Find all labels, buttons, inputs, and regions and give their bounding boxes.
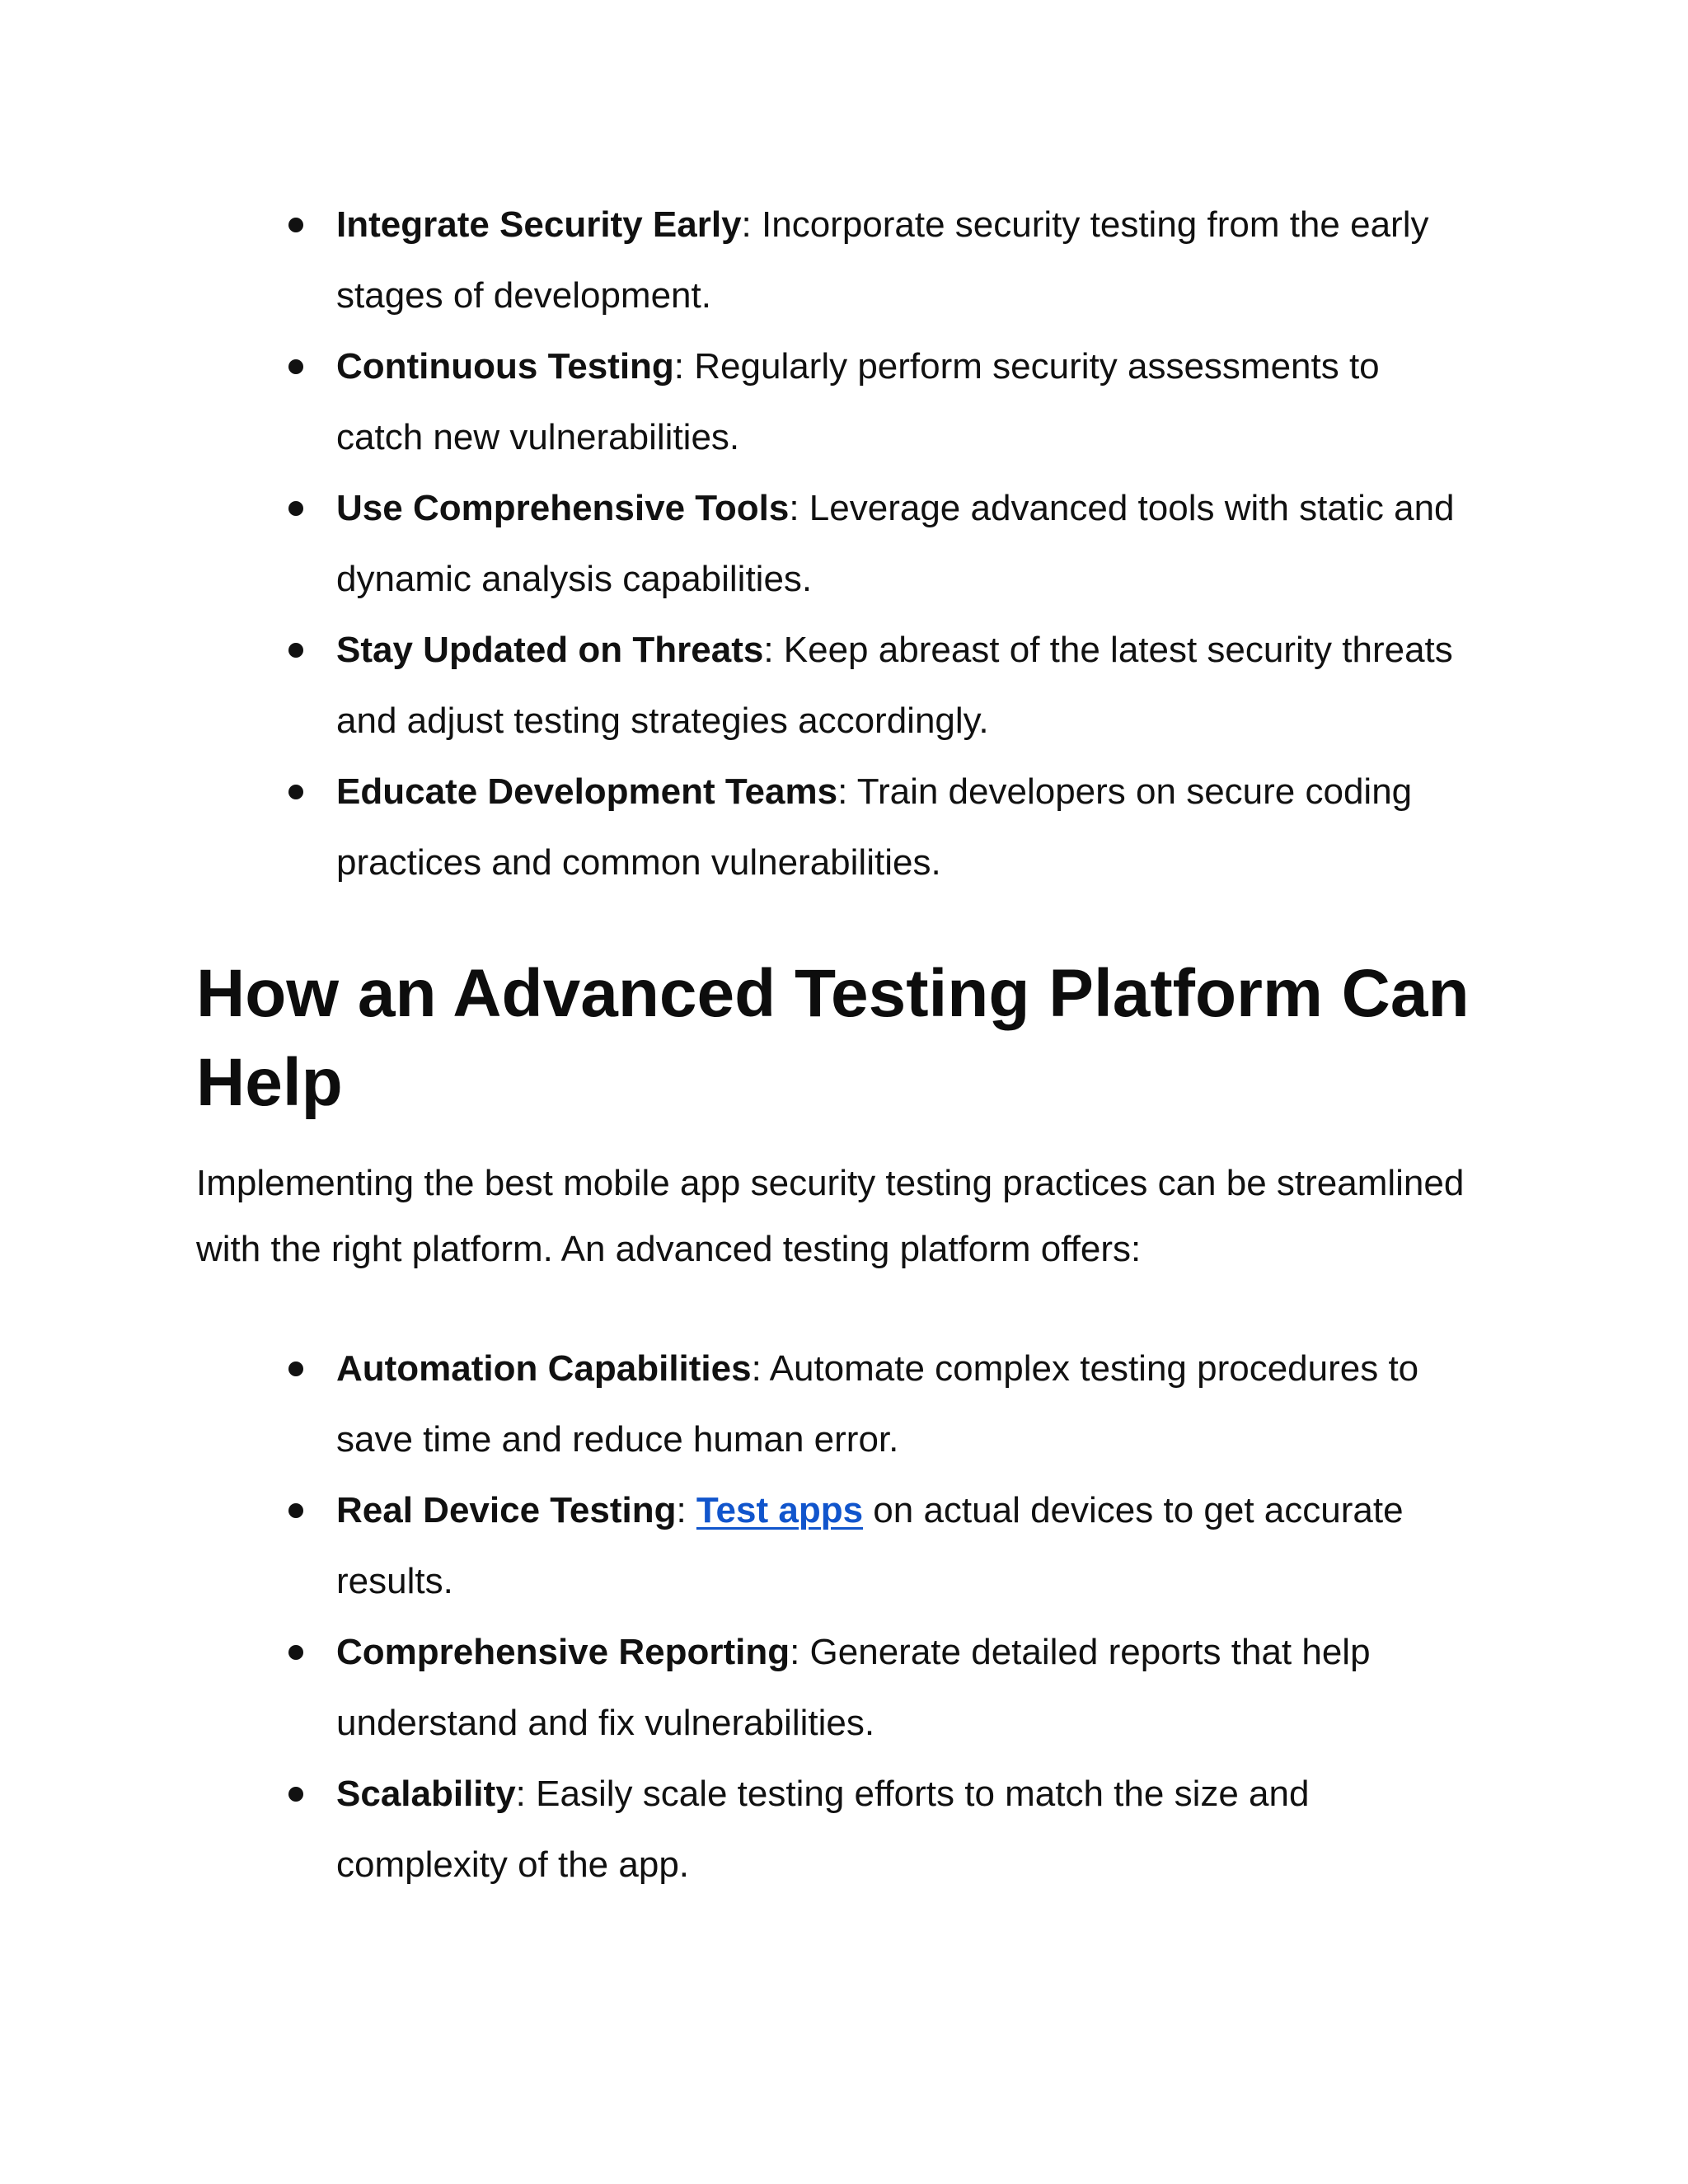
item-separator: :	[837, 771, 857, 812]
item-separator: :	[763, 630, 784, 670]
item-separator: :	[751, 1348, 770, 1389]
item-text: Regularly perform security assessments to catch new vulnerabilities.	[336, 346, 1380, 457]
item-separator: :	[789, 488, 809, 528]
bullet-icon	[288, 218, 303, 232]
item-separator: :	[790, 1632, 810, 1672]
item-separator: :	[515, 1774, 537, 1814]
bullet-icon	[288, 1503, 303, 1518]
item-separator: :	[741, 204, 762, 245]
test-apps-link[interactable]: Test apps	[696, 1490, 864, 1530]
item-title: Real Device Testing	[336, 1490, 677, 1530]
item-text: Incorporate security testing from the early stages of development.	[336, 204, 1429, 316]
item-title: Continuous Testing	[336, 346, 674, 387]
item-text: Generate detailed reports that help understand and fix vulnerabilities.	[336, 1632, 1371, 1743]
list-item	[288, 1333, 1459, 1475]
item-text: Easily scale testing efforts to match the size and complexity of the app.	[336, 1774, 1310, 1885]
bullet-icon	[288, 359, 303, 374]
platform-features-list	[288, 1333, 1459, 1900]
bullet-icon	[288, 1361, 303, 1376]
item-text: Automate complex testing procedures to save time and reduce human error.	[336, 1348, 1419, 1460]
list-item	[288, 473, 1459, 615]
intro-paragraph: Implementing the best mobile app security testing practices can be streamlined with the right platform. An advanced testing platform offers:	[196, 1163, 1465, 1269]
item-title: Comprehensive Reporting	[336, 1632, 790, 1672]
item-text: Train developers on secure coding practices and common vulnerabilities.	[336, 771, 1413, 883]
list-item	[288, 1759, 1459, 1900]
list-item	[288, 615, 1459, 757]
item-title: Stay Updated on Threats	[336, 630, 764, 670]
list-item	[288, 1617, 1459, 1759]
bullet-icon	[288, 1645, 303, 1660]
item-title: Scalability	[336, 1774, 516, 1814]
item-title: Integrate Security Early	[336, 204, 742, 245]
bullet-icon	[288, 643, 303, 658]
list-item	[288, 190, 1459, 331]
item-text: Leverage advanced tools with static and dynamic analysis capabilities.	[336, 488, 1455, 599]
item-text: on actual devices to get accurate results.	[336, 1490, 1404, 1601]
section-heading: How an Advanced Testing Platform Can Help	[196, 956, 1470, 1120]
item-separator: :	[673, 346, 695, 387]
bullet-icon	[288, 501, 303, 516]
item-separator: :	[676, 1490, 696, 1530]
bullet-icon	[288, 1787, 303, 1802]
bullet-icon	[288, 785, 303, 799]
list-item	[288, 757, 1459, 898]
item-title: Educate Development Teams	[336, 771, 838, 812]
list-item	[288, 1475, 1459, 1617]
item-title: Use Comprehensive Tools	[336, 488, 790, 528]
list-item	[288, 331, 1459, 473]
best-practices-list	[288, 190, 1459, 898]
item-title: Automation Capabilities	[336, 1348, 752, 1389]
item-text: Keep abreast of the latest security threats and adjust testing strategies accordingly.	[336, 630, 1453, 741]
